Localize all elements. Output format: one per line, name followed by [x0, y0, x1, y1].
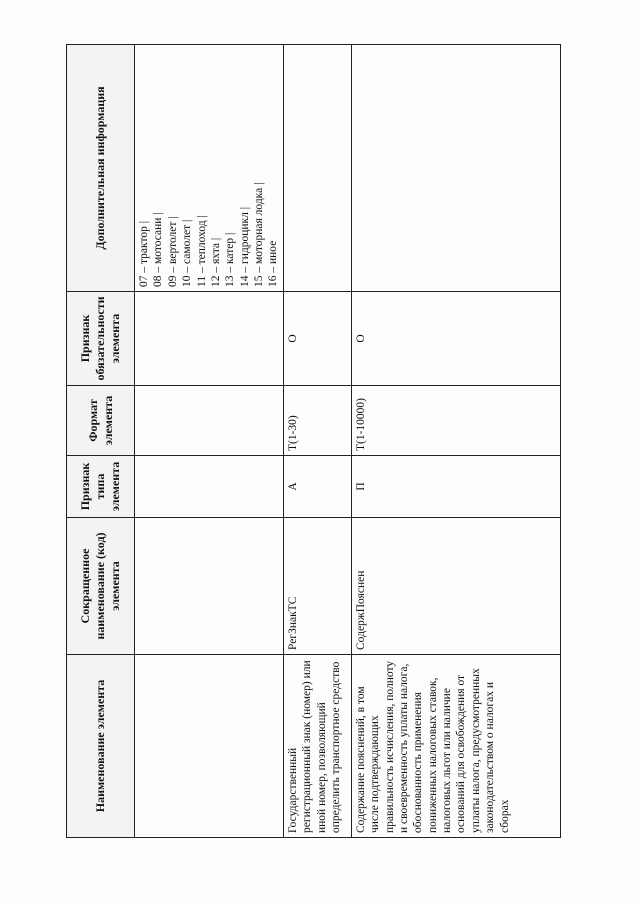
rotated-table-wrapper [66, 45, 511, 838]
cell-continued-format [135, 386, 284, 456]
cell-continued-required [135, 292, 284, 386]
header-additional-info: Дополнительная информация [67, 45, 135, 292]
cell-additional-info [283, 45, 351, 292]
cell-continued-code [135, 518, 284, 655]
header-element-type: Признак типа элемента [67, 456, 135, 518]
cell-continued-type [135, 456, 284, 518]
info-list-item: 07 – трактор | [138, 220, 150, 287]
cell-element-code: РегЗнакТС [283, 518, 351, 655]
info-list-item: 09 – вертолет | [166, 216, 179, 287]
cell-continued-name [135, 655, 284, 838]
info-list-item: 13 – катер | [224, 232, 237, 287]
info-list-item: 12 – яхта | [209, 237, 222, 287]
cell-element-name: Содержание пояснений, в том числе подтверждающих правильность исчисления, полноту и своевременность уплаты налога, обоснованность применения пониженных налоговых ставок, налоговых льгот или наличие оснований для освобождения от уплаты налога, предусмотренных законодательством о налогах и сборах [351, 655, 560, 838]
info-list-item: 16 – иное [267, 240, 280, 287]
info-list-item: 15 – моторная лодка | [253, 182, 265, 287]
table-row [351, 45, 560, 838]
cell-additional-info [351, 45, 560, 292]
table-row [283, 45, 351, 838]
cell-element-type: А [283, 456, 351, 518]
cell-element-type: П [351, 456, 560, 518]
header-element-required: Признак обязательности элемента [67, 292, 135, 386]
table-header-row [67, 45, 135, 838]
info-list-item: 10 – самолет | [181, 219, 194, 287]
info-list-item: 14 – гидроцикл | [238, 206, 251, 287]
cell-element-name: Государственный регистрационный знак (номер) или иной номер, позволяющий определить транспортное средство [283, 655, 351, 838]
cell-element-required: О [283, 292, 351, 386]
header-element-format: Формат элемента [67, 386, 135, 456]
info-list-item: 11 – теплоход | [195, 215, 208, 287]
cell-element-required: О [351, 292, 560, 386]
table-row-continued [135, 45, 284, 838]
header-element-name: Наименование элемента [67, 655, 135, 838]
header-element-code: Сокращенное наименование (код) элемента [67, 518, 135, 655]
cell-element-format: T(1-10000) [351, 386, 560, 456]
elements-table [66, 44, 561, 838]
cell-element-format: T(1-30) [283, 386, 351, 456]
cell-element-code: СодержПояснен [351, 518, 560, 655]
cell-continued-info [135, 45, 284, 292]
info-list-item: 08 – мотосани | [152, 212, 165, 287]
